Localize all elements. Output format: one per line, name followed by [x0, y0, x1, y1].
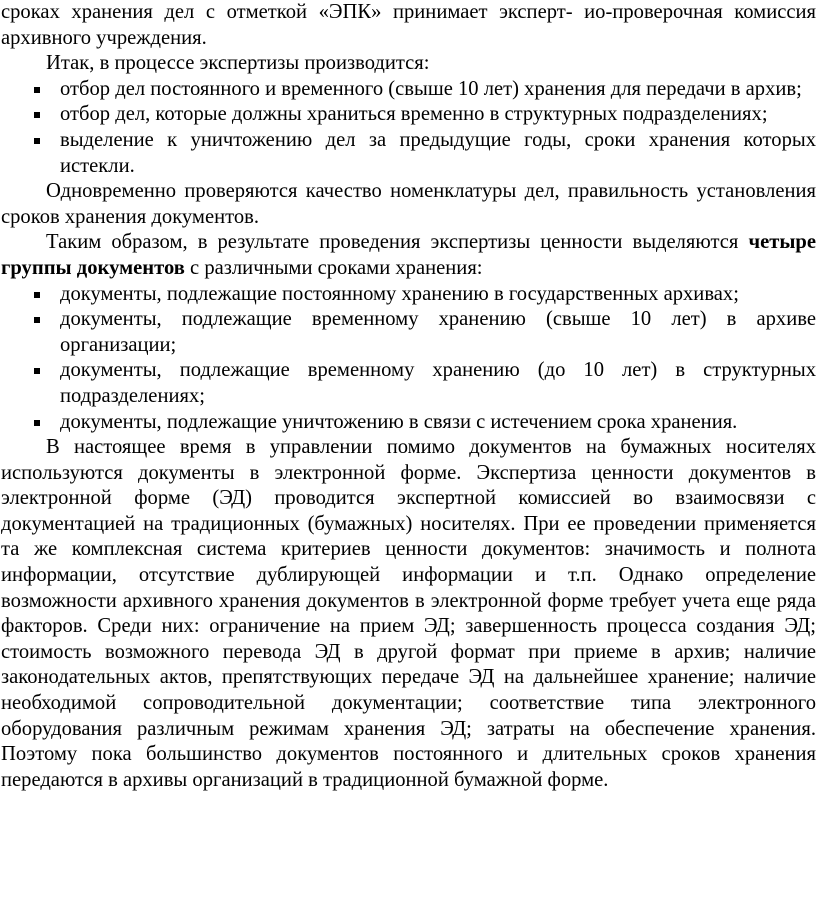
bullet-square-icon	[34, 368, 40, 374]
bold-term: четыре группы документов	[1, 231, 816, 279]
bullet-square-icon	[34, 420, 40, 426]
paragraph-text: с различными сроками хранения:	[184, 256, 483, 279]
expertise-actions-list	[1, 77, 816, 179]
list-item-text: отбор дел, которые должны храниться временно в структурных подразделениях;	[60, 103, 768, 126]
list-item-text: документы, подлежащие уничтожению в связи с истечением срока хранения.	[60, 410, 738, 433]
list-item-text: документы, подлежащие временному хранению (свыше 10 лет) в архиве организации;	[60, 308, 816, 356]
list-item	[1, 358, 816, 409]
paragraph-text: Таким образом, в результате проведения экспертизы ценности выделяются	[46, 231, 749, 254]
paragraph-quality-check: Одновременно проверяются качество номенклатуры дел, правильность установления сроков хранения документов.	[1, 180, 816, 228]
list-item-text: документы, подлежащие постоянному хранению в государственных архивах;	[60, 282, 739, 305]
bullet-square-icon	[34, 292, 40, 298]
list-item	[1, 102, 816, 128]
bullet-square-icon	[34, 87, 40, 93]
list-item	[1, 128, 816, 179]
list-item	[1, 282, 816, 308]
bullet-square-icon	[34, 317, 40, 323]
document-groups-list	[1, 282, 816, 436]
bullet-square-icon	[34, 138, 40, 144]
list-item-text: документы, подлежащие временному хранению (до 10 лет) в структурных подразделениях;	[60, 359, 816, 407]
paragraph-continued: сроках хранения дел с отметкой «ЭПК» принимает эксперт- ио-проверочная комиссия архивного учреждения.	[1, 1, 816, 49]
list-item	[1, 410, 816, 436]
list-item	[1, 77, 816, 103]
list-item-text: отбор дел постоянного и временного (свыше 10 лет) хранения для передачи в архив;	[60, 77, 802, 100]
bullet-square-icon	[34, 112, 40, 118]
paragraph-four-groups	[1, 230, 816, 281]
list-item	[1, 307, 816, 358]
paragraph-electronic-documents: В настоящее время в управлении помимо документов на бумажных носителях используются документы в электронной форме. Экспертиза ценности документов в электронной форме (ЭД) проводится экспертной комиссией во взаимосвязи с документацией на традиционных (бумажных) носителях. При ее проведении применяется та же комплексная система критериев ценности документов: значимость и полнота информации, отсутствие дублирующей информации и т.п. Однако определение возможности архивного хранения документов в электронной форме требует учета еще ряда факторов. Среди них: ограничение на прием ЭД; завершенность процесса создания ЭД; стоимость возможного перевода ЭД в другой формат при приеме в архив; наличие законодательных актов, препятствующих передаче ЭД на дальнейшее хранение; наличие необходимой сопроводительной документации; соответствие типа электронного оборудования различным режимам хранения ЭД; затраты на обеспечение хранения. Поэтому пока большинство документов постоянного и длительных сроков хранения передаются в архивы организаций в традиционной бумажной форме.	[1, 436, 816, 791]
paragraph-intro: Итак, в процессе экспертизы производится:	[46, 52, 430, 75]
list-item-text: выделение к уничтожению дел за предыдущие годы, сроки хранения которых истекли.	[60, 128, 816, 177]
